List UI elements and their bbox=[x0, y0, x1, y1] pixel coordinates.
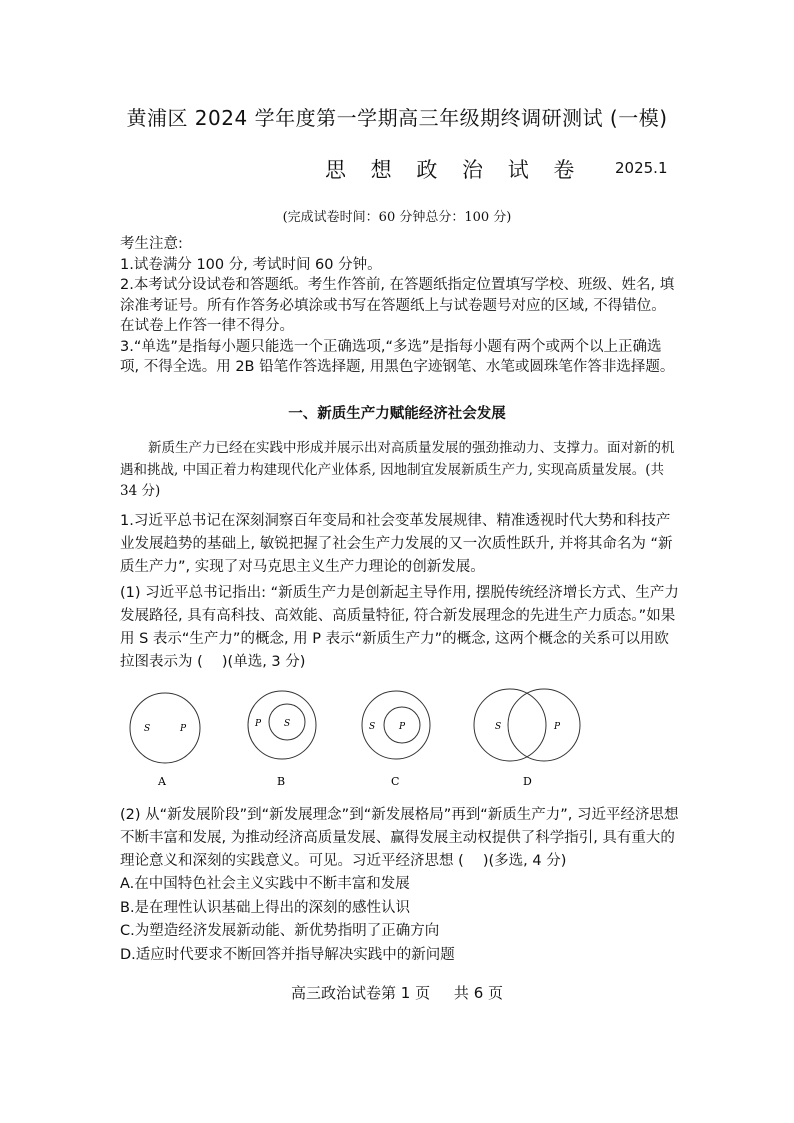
section-title: 一、新质生产力赋能经济社会发展 bbox=[288, 406, 506, 422]
diagram-b-s-label: S bbox=[284, 719, 291, 729]
exam-time-note: (完成试卷时间：60 分钟总分：100 分) bbox=[282, 210, 512, 225]
diagram-c-s-label: S bbox=[369, 722, 376, 732]
answer-choices bbox=[120, 873, 680, 967]
notes-heading: 考生注意: bbox=[120, 236, 183, 252]
diagram-b-p-label: P bbox=[255, 719, 262, 729]
diagram-a-s-label: S bbox=[144, 724, 151, 734]
diagram-d-s-label: S bbox=[495, 722, 502, 732]
notes-item: 1.试卷满分 100 分, 考试时间 60 分钟。 bbox=[120, 256, 382, 273]
total-pages: 共 6 页 bbox=[453, 984, 504, 1002]
choice-b: B.是在理性认识基础上得出的深刻的感性认识 bbox=[120, 899, 411, 916]
diagram-a-option-label: A bbox=[158, 775, 166, 788]
euler-diagram-a bbox=[130, 693, 200, 763]
diagram-d-p-label: P bbox=[554, 722, 561, 732]
diagram-a-p-label: P bbox=[180, 724, 187, 734]
notes-item: 3.“单选”是指每小题只能选一个正确选项,“多选”是指每小题有两个或两个以上正确选项, 不得全选。用 2B 铅笔作答选择题, 用黑色字迹钢笔、水笔或圆珠笔作答非选择题。 bbox=[120, 338, 675, 375]
diagram-b-option-label: B bbox=[277, 775, 286, 788]
diagram-c-option-label: C bbox=[391, 775, 400, 788]
euler-diagrams bbox=[120, 680, 680, 800]
question-1-stem: 1.习近平总书记在深刻洞察百年变局和社会变革发展规律、精准透视时代大势和科技产业发展趋势的基础上, 敏锐把握了社会生产力发展的又一次质性跃升, 并将其命名为 “新质生产力”, 实现了对马克思主义生产力理论的创新发展。 bbox=[120, 513, 673, 575]
choice-d: D.适应时代要求不断回答并指导解决实践中的新问题 bbox=[120, 946, 455, 963]
euler-diagram-d bbox=[474, 689, 580, 761]
diagram-c-p-label: P bbox=[399, 722, 406, 732]
choice-c: C.为塑造经济发展新动能、新优势指明了正确方向 bbox=[120, 923, 440, 939]
page-number: 高三政治试卷第 1 页 bbox=[290, 984, 431, 1002]
candidate-notes bbox=[120, 234, 680, 378]
question-1-part-1: (1) 习近平总书记指出: “新质生产力是创新起主导作用, 摆脱传统经济增长方式、生产力发展路径, 具有高科技、高效能、高质量特征, 符合新发展理念的先进生产力质态。”如果用 S 表示“生产力”的概念, 用 P 表示“新质生产力”的概念, 这两个概念的关系可以用欧拉图表示为 ( )(单选, 3 分) bbox=[120, 585, 679, 670]
subject-title: 思 想 政 治 试 卷 bbox=[325, 158, 584, 182]
notes-item: 2.本考试分设试卷和答题纸。考生作答前, 在答题纸指定位置填写学校、班级、姓名, 填涂准考证号。所有作答务必填涂或书写在答题纸上与试卷题号对应的区域, 不得错位。在试卷上作答一律不得分。 bbox=[120, 277, 675, 334]
exam-title: 黄浦区 2024 学年度第一学期高三年级期终调研测试 (一模) bbox=[126, 106, 668, 130]
exam-date: 2025.1 bbox=[615, 159, 668, 177]
diagram-d-option-label: D bbox=[523, 775, 532, 788]
choice-a: A.在中国特色社会主义实践中不断丰富和发展 bbox=[120, 876, 410, 892]
section-intro: 新质生产力已经在实践中形成并展示出对高质量发展的强劲推动力、支撑力。面对新的机遇和挑战, 中国正着力构建现代化产业体系, 因地制宜发展新质生产力, 实现高质量发展。(共 34 分) bbox=[120, 440, 675, 499]
page-footer bbox=[0, 982, 794, 1003]
question-1-part-2: (2) 从“新发展阶段”到“新发展理念”到“新发展格局”再到“新质生产力”, 习近平经济思想不断丰富和发展, 为推动经济高质量发展、赢得发展主动权提供了科学指引, 具有重大的理论意义和深刻的实践意义。可见。习近平经济思想 ( )(多选, 4 分) bbox=[120, 807, 679, 869]
